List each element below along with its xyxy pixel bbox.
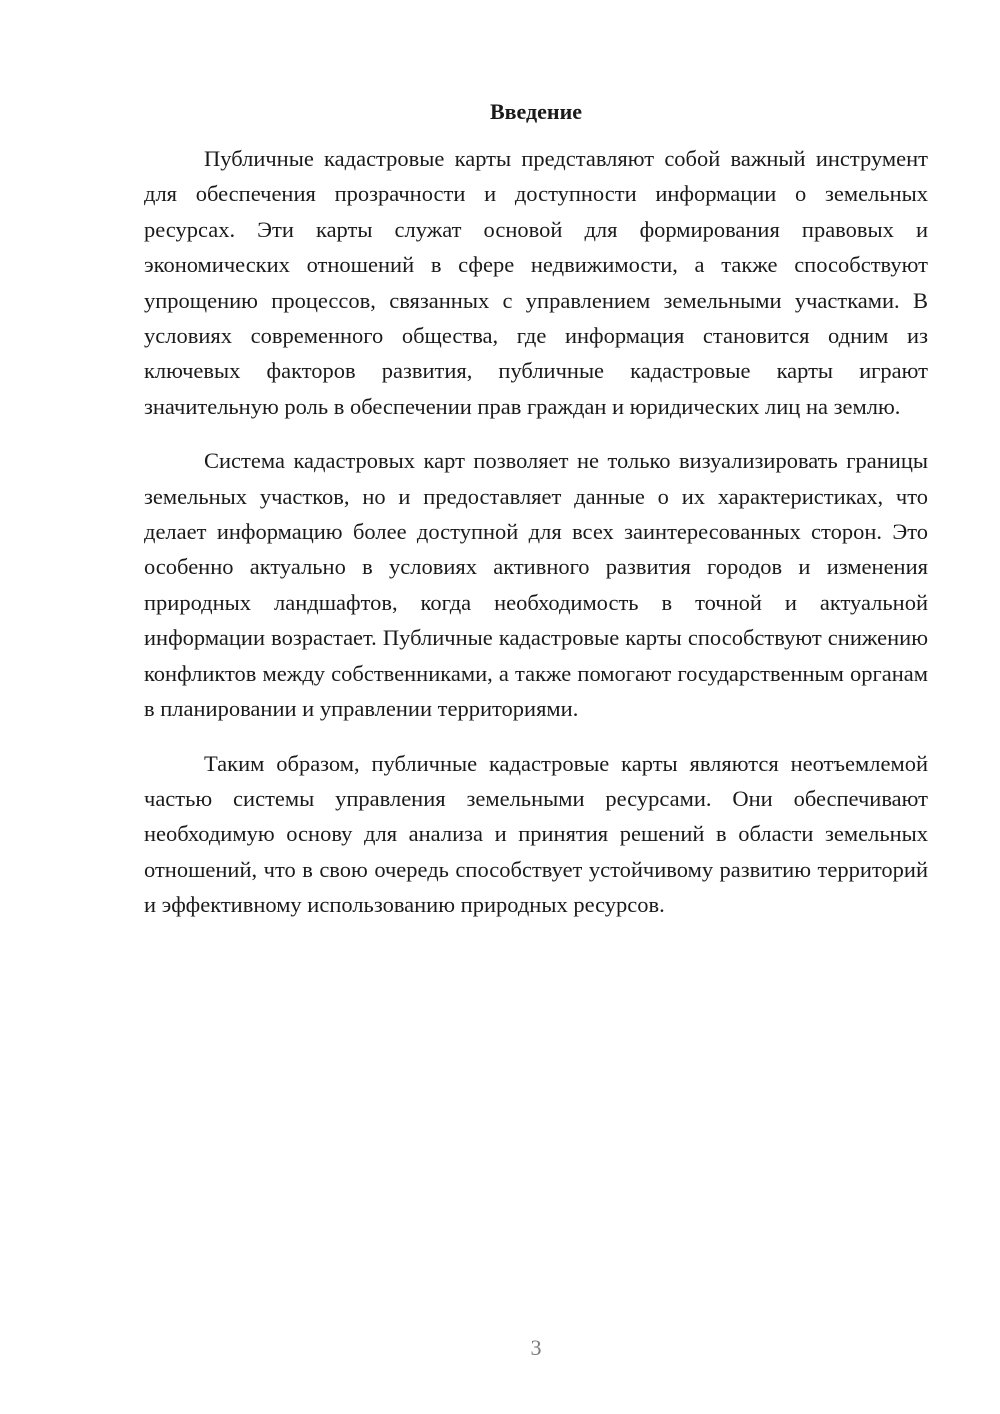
paragraph-2: Система кадастровых карт позволяет не только визуализировать границы земельных участков, но и предоставляет данные о их характеристиках, что делает информацию более доступной для всех заинтересованных сторон. Это особенно актуально в условиях активного развития городов и изменения природных ландшафтов, когда необходимость в точной и актуальной информации возрастает. Публичные кадастровые карты способствуют снижению конфликтов между собственниками, а также помогают государственным органам в планировании и управлении территориями. — [144, 448, 928, 722]
page-number: 3 — [530, 1335, 542, 1360]
paragraph-3: Таким образом, публичные кадастровые карты являются неотъемлемой частью системы управления земельными ресурсами. Они обеспечивают необходимую основу для анализа и принятия решений в области земельных отношений, что в свою очередь способствует устойчивому развитию территорий и эффективному использованию природных ресурсов. — [144, 750, 928, 918]
document-body — [144, 141, 928, 942]
paragraph-1: Публичные кадастровые карты представляют собой важный инструмент для обеспечения прозрачности и доступности информации о земельных ресурсах. Эти карты служат основой для формирования правовых и экономических отношений в сфере недвижимости, а также способствуют упрощению процессов, связанных с управлением земельными участками. В условиях современного общества, где информация становится одним из ключевых факторов развития, публичные кадастровые карты играют значительную роль в обеспечении прав граждан и юридических лиц на землю. — [144, 146, 928, 419]
page-title: Введение — [489, 99, 583, 124]
